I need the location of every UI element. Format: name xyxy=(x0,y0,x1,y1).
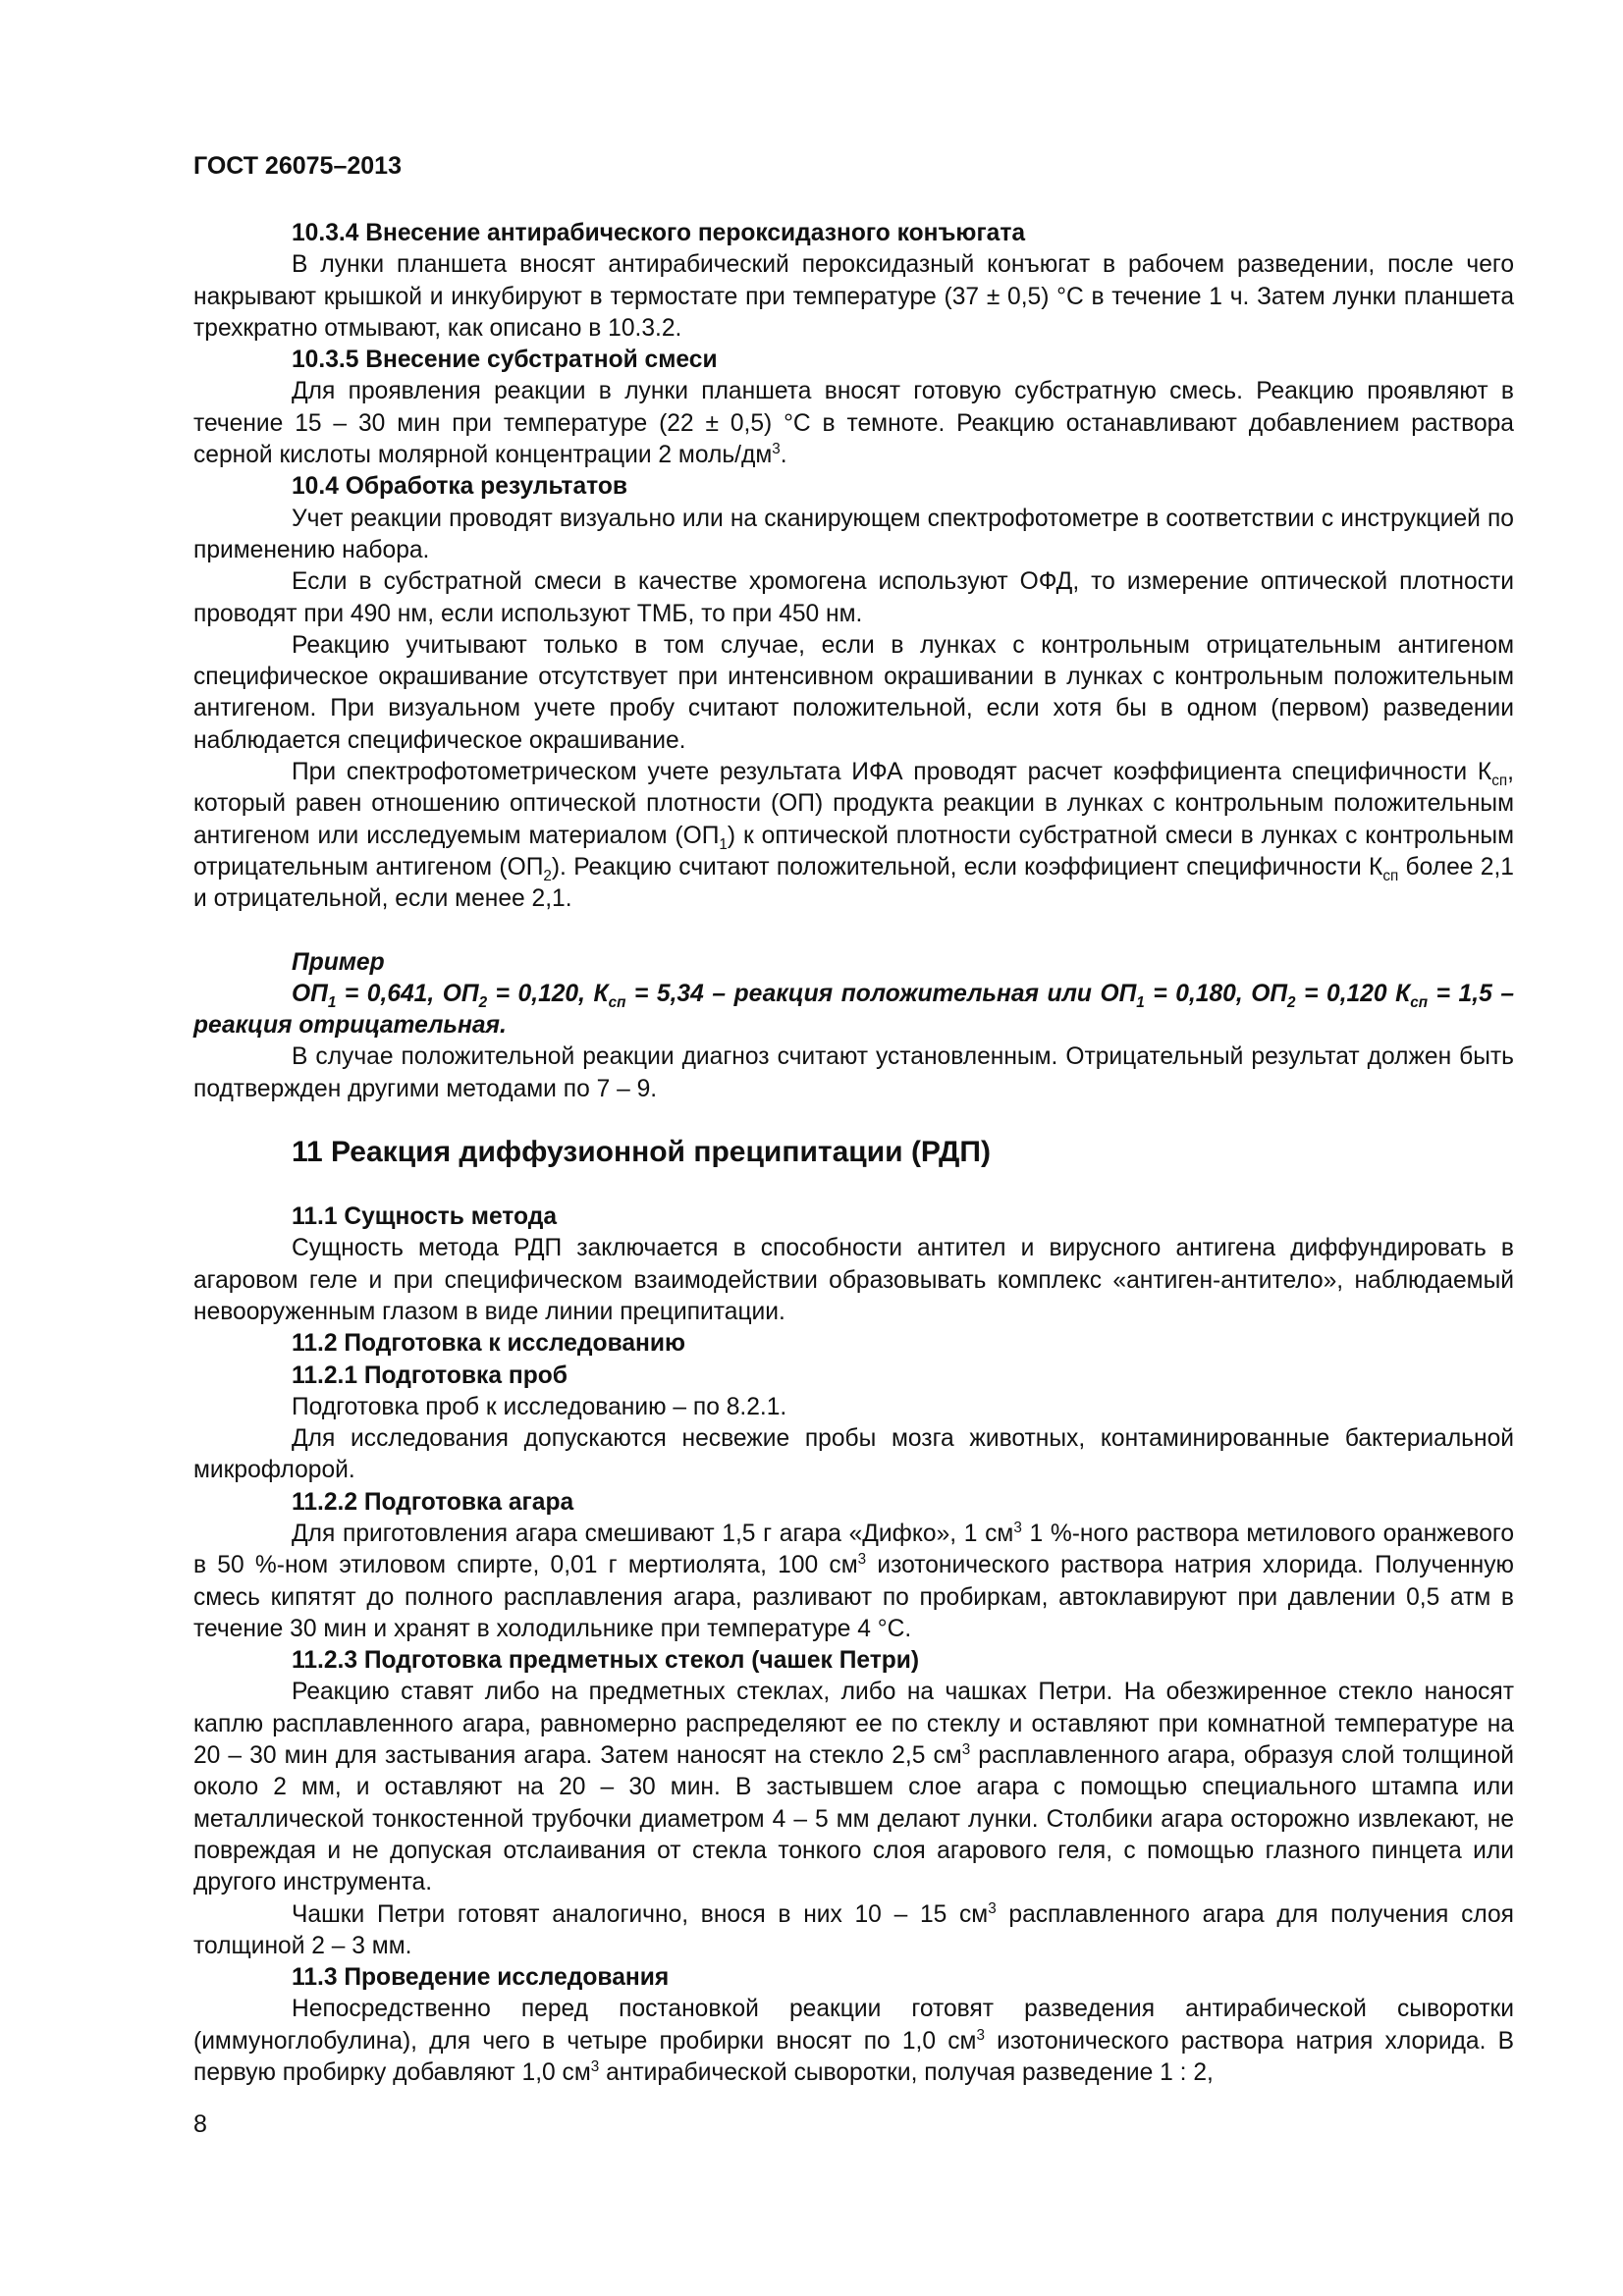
heading-10-3-4: 10.3.4 Внесение антирабического пероксидазного конъюгата xyxy=(292,220,1026,246)
heading-11-2-1: 11.2.1 Подготовка проб xyxy=(292,1362,568,1389)
paragraph: Учет реакции проводят визуально или на сканирующем спектрофотометре в соответствии с инструкцией по применению набора. xyxy=(193,505,1514,563)
heading-11-2-3: 11.2.3 Подготовка предметных стекол (чашек Петри) xyxy=(292,1647,920,1675)
paragraph: В лунки планшета вносят антирабический пероксидазный конъюгат в рабочем разведении, после чего накрывают крышкой и инкубируют в термостате при температуре (37 ± 0,5) °С в течение 1 ч. Затем лунки планшета трехкратно отмывают, как описано в 10.3.2. xyxy=(193,251,1514,342)
page-number: 8 xyxy=(193,2110,207,2138)
paragraph: При спектрофотометрическом учете результата ИФА проводят расчет коэффициента специфичности $К_{сп}$, который равен отношению оптической плотности (ОП) продукта реакции в лунках с контрольным положительным антигеном или исследуемым материалом $(ОП_1)$ к оптической плотности субстратной смеси в лунках с контрольным отрицательным антигеном $(ОП_2)$. Реакцию считают положительной, если коэффициент специфичности $К_{сп}$ более 2,1 и отрицательной, если менее 2,1. xyxy=(193,759,1514,913)
heading-11-2-2: 11.2.2 Подготовка агара xyxy=(292,1488,574,1516)
paragraph: Реакцию учитывают только в том случае, если в лунках с контрольным отрицательным антигеном специфическое окрашивание отсутствует при интенсивном окрашивании в лунках с контрольным положительным антигеном. При визуальном учете пробу считают положительной, если хотя бы в одном (первом) разведении наблюдается специфическое окрашивание. xyxy=(193,631,1514,754)
paragraph: Сущность метода РДП заключается в способности антител и вирусного антигена диффундировать в агаровом геле и при специфическом взаимодействии образовывать комплекс «антиген-антитело», наблюдаемый невооруженным глазом в виде линии преципитации. xyxy=(193,1235,1514,1325)
example-heading: Пример xyxy=(292,948,385,976)
paragraph: Для проявления реакции в лунки планшета вносят готовую субстратную смесь. Реакцию проявляют в течение 15 – 30 мин при температуре (22 ± 0,5) °С в темноте. Реакцию останавливают добавлением раствора серной кислоты молярной концентрации 2 моль/$дм^3$. xyxy=(193,378,1514,469)
paragraph: Реакцию ставят либо на предметных стеклах, либо на чашках Петри. На обезжиренное стекло наносят каплю расплавленного агара, равномерно распределяют ее по стеклу и оставляют при комнатной температуре на 20 – 30 мин для застывания агара. Затем наносят на стекло 2,5 $см^3$ расплавленного агара, образуя слой толщиной около 2 мм, и оставляют на 20 – 30 мин. В застывшем слое агара с помощью специального штампа или металлической тонкостенной трубочки диаметром 4 – 5 мм делают лунки. Столбики агара осторожно извлекают, не повреждая и не допуская отслаивания от стекла тонкого слоя агарового геля, с помощью глазного пинцета или другого инструмента. xyxy=(193,1679,1514,1896)
paragraph: Подготовка проб к исследованию – по 8.2.1. xyxy=(292,1393,787,1420)
heading-10-3-5: 10.3.5 Внесение субстратной смеси xyxy=(292,347,718,374)
paragraph: Чашки Петри готовят аналогично, внося в них 10 – 15 $см^3$ расплавленного агара для получения слоя толщиной 2 – 3 мм. xyxy=(193,1899,1514,1959)
paragraph: Для исследования допускаются несвежие пробы мозга животных, контаминированные бактериальной микрофлорой. xyxy=(193,1425,1514,1484)
heading-10-4: 10.4 Обработка результатов xyxy=(292,473,628,501)
paragraph: В случае положительной реакции диагноз считают установленным. Отрицательный результат должен быть подтвержден другими методами по 7 – 9. xyxy=(193,1043,1514,1102)
heading-11-2: 11.2 Подготовка к исследованию xyxy=(292,1330,686,1358)
paragraph: Для приготовления агара смешивают 1,5 г агара «Дифко», 1 $см^3$ 1 %-ного раствора метилового оранжевого в 50 %-ном этиловом спирте, 0,01 г мертиолята, 100 $см^3$ изотонического раствора натрия хлорида. Полученную смесь кипятят до полного расплавления агара, разливают по пробиркам, автоклавируют при давлении 0,5 атм в течение 30 мин и хранят в холодильнике при температуре 4 °С. xyxy=(193,1519,1514,1642)
document-header: ГОСТ 26075–2013 xyxy=(193,152,402,180)
paragraph: Если в субстратной смеси в качестве хромогена используют ОФД, то измерение оптической плотности проводят при 490 нм, если используют ТМБ, то при 450 нм. xyxy=(193,568,1514,627)
section-heading-11: 11 Реакция диффузионной преципитации (РДП) xyxy=(292,1136,991,1169)
heading-11-1: 11.1 Сущность метода xyxy=(292,1203,558,1231)
paragraph: Непосредственно перед постановкой реакции готовят разведения антирабической сыворотки (иммуноглобулина), для чего в четыре пробирки вносят по 1,0 $см^3$ изотонического раствора натрия хлорида. В первую пробирку добавляют 1,0 $см^3$ антирабической сыворотки, получая разведение 1 : 2, xyxy=(193,1996,1515,2087)
document-body xyxy=(193,218,1514,2089)
example-formula: $ОП_1 = 0,641$, $ОП_2 = 0,120$, $К_{сп} = 5,34$ – реакция положительная или $ОП_1 = 0,180$, $ОП_2 = 0,120$ $К_{сп} = 1,5$ – реакция отрицательная. xyxy=(193,980,1514,1040)
heading-11-3: 11.3 Проведение исследования xyxy=(292,1964,670,1992)
